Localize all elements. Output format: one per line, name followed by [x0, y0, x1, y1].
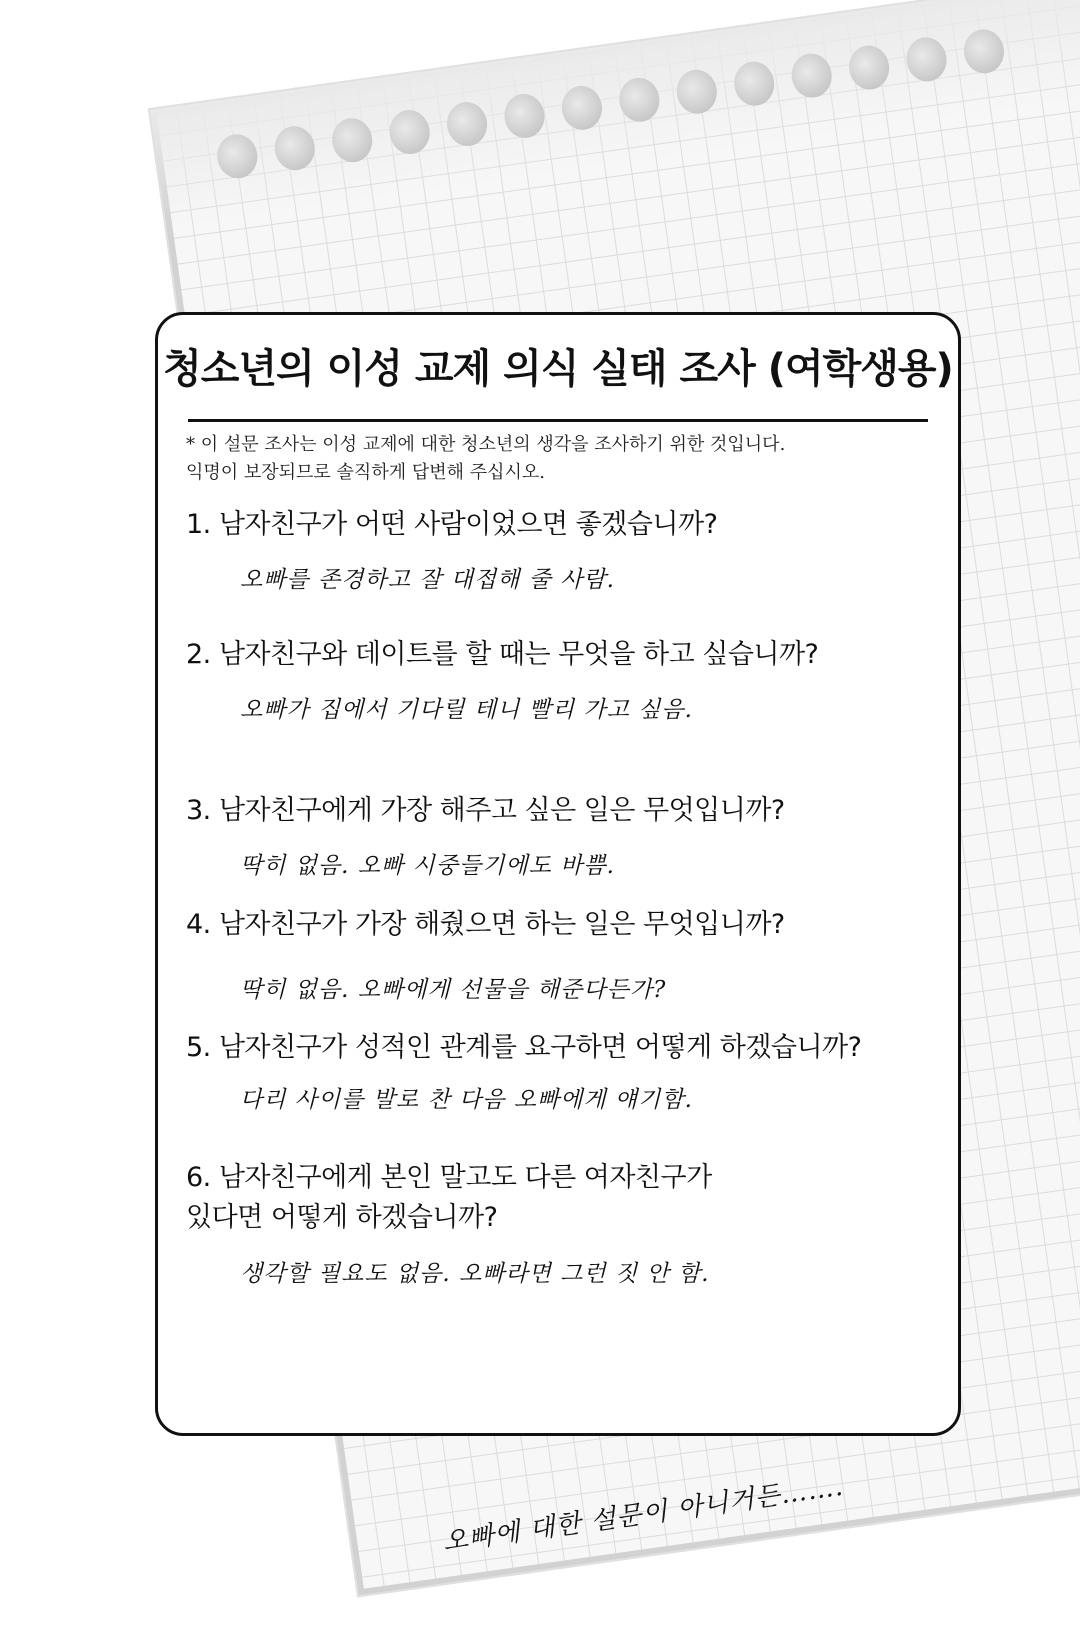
- survey-title: 청소년의 이성 교제 의식 실태 조사 (여학생용): [163, 346, 953, 392]
- question-1: [186, 505, 946, 545]
- question-text: 1. 남자친구가 어떤 사람이었으면 좋겠습니까?: [186, 509, 718, 540]
- question-5: [186, 1028, 946, 1068]
- question-2: [186, 635, 946, 675]
- survey-notice: [186, 431, 926, 487]
- question-3: [186, 791, 946, 831]
- notice-line: * 이 설문 조사는 이성 교제에 대한 청소년의 생각을 조사하기 위한 것입니다.: [186, 434, 786, 455]
- notice-line: 익명이 보장되므로 솔직하게 답변해 주십시오.: [186, 462, 545, 483]
- handwritten-caption: 오빠에 대한 설문이 아니거든…….: [440, 1471, 846, 1558]
- question-6: [186, 1158, 946, 1238]
- question-text: 5. 남자친구가 성적인 관계를 요구하면 어떻게 하겠습니까?: [186, 1032, 862, 1063]
- question-text: 2. 남자친구와 데이트를 할 때는 무엇을 하고 싶습니까?: [186, 639, 819, 670]
- answer-5: 다리 사이를 발로 찬 다음 오빠에게 얘기함.: [240, 1087, 693, 1113]
- question-text: 4. 남자친구가 가장 해줬으면 하는 일은 무엇입니까?: [186, 909, 785, 940]
- paper-top-shade: [150, 0, 1080, 229]
- answer-6: 생각할 필요도 없음. 오빠라면 그런 짓 안 함.: [240, 1261, 710, 1287]
- question-text: 6. 남자친구에게 본인 말고도 다른 여자친구가: [186, 1162, 712, 1193]
- answer-1: 오빠를 존경하고 잘 대접해 줄 사람.: [240, 567, 615, 593]
- title-divider: [188, 419, 928, 422]
- question-4: [186, 905, 946, 945]
- question-text: 있다면 어떻게 하겠습니까?: [186, 1202, 498, 1233]
- answer-4: 딱히 없음. 오빠에게 선물을 해준다든가?: [240, 977, 667, 1003]
- survey-panel: [155, 312, 961, 1436]
- answer-2: 오빠가 집에서 기다릴 테니 빨리 가고 싶음.: [240, 697, 693, 723]
- question-text: 3. 남자친구에게 가장 해주고 싶은 일은 무엇입니까?: [186, 795, 785, 826]
- answer-3: 딱히 없음. 오빠 시중들기에도 바쁨.: [240, 853, 615, 879]
